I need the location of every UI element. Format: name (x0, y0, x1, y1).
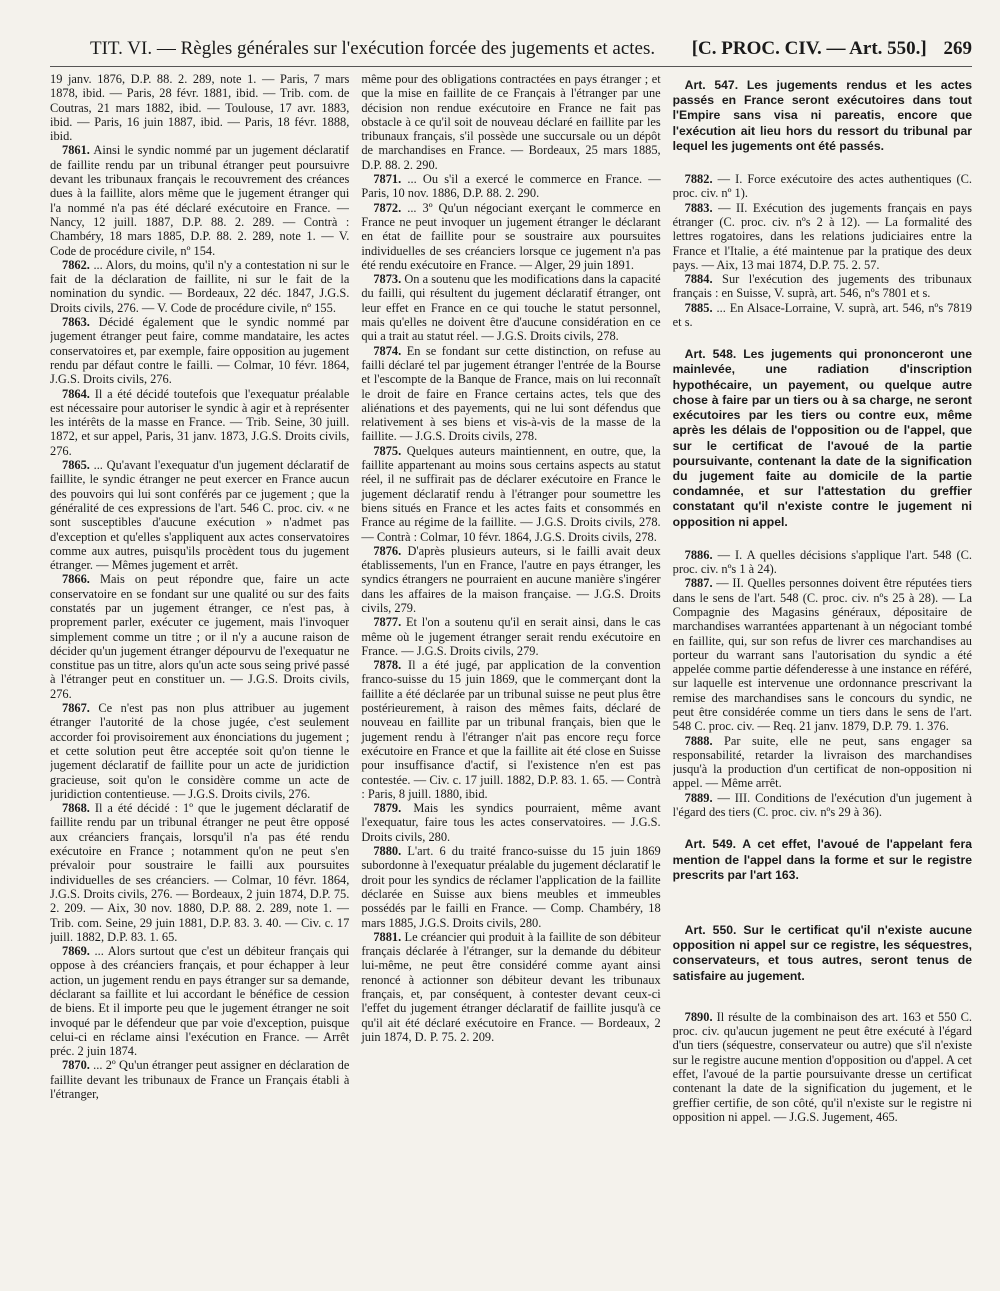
article-text (673, 347, 972, 529)
paragraph (50, 72, 349, 143)
paragraph-text: Sur l'exécution des jugements des tribunaux français : en Suisse, V. suprà, art. 546, nºs 7801 et s. (672, 272, 972, 301)
paragraph-number: 7871. (373, 172, 402, 187)
numbered-paragraph (50, 458, 349, 572)
paragraph-text: Le créancier qui produit à la faillite de son débiteur français déclarée à l'étranger, sur la demande du débiteur lui-même, ne peut être considéré comme ayant ainsi renoncé à actionner son débiteur devant les tribunaux français, et, par conséquent, à contester devant ceux-ci l'effet du jugement étranger déclaratif de faillite jusqu'à ce qu'il ait été déclaré exécutoire en France. — Bordeaux, 2 juin 1874, D. P. 75. 2. 209. (361, 929, 661, 1044)
article-text (673, 837, 972, 883)
numbered-paragraph (673, 576, 972, 733)
running-header (90, 38, 972, 64)
article-text (673, 923, 972, 984)
paragraph-text: même pour des obligations contractées en pays étranger ; et que la mise en faillite de ce Français à l'étranger par une décision non rendue exécutoire en France ne fait pas obstacle à ce qu'il soit de nouveau déclaré en faillite par les tribunaux français, s'il possède une succursale ou un dépôt de marchandises en France. — Bordeaux, 25 mars 1885, D.P. 88. 2. 290. (361, 72, 661, 172)
numbered-paragraph (673, 1010, 972, 1124)
paragraph-text: — I. Force exécutoire des actes authentiques (C. proc. civ. nº 1). (672, 172, 972, 201)
paragraph-number: 7880. (373, 844, 402, 859)
numbered-paragraph (361, 201, 660, 272)
article-text (673, 78, 972, 154)
header-reference (692, 38, 972, 60)
numbered-paragraph (673, 791, 972, 820)
paragraph-text: 19 janv. 1876, D.P. 88. 2. 289, note 1. — Paris, 7 mars 1878, ibid. — Paris, 28 févr. 1881, ibid. — Trib. com. de Coutras, 21 mars 1882, ibid. — Toulouse, 17 avr. 1883, ibid. — Paris, 16 juin 1887, ibid. — Paris, 18 févr. 1888, ibid. (50, 72, 350, 144)
paragraph-text: — II. Quelles personnes doivent être réputées tiers dans le sens de l'art. 548 (C. proc. civ. nºs 25 à 28). — La Compagnie des Magasins généraux, dépositaire de marchandises warrantées appartenant à un négociant tombé en faillite, qui, sur son refus de livrer ces marchandises au porteur du warrant sans l'autorisation du syndic a été appelée comme partie défenderesse à une instance en référé, sur laquelle est intervenue une ordonnance prescrivant la remise des marchandises sans le concours du syndic, ne peut être considérée comme un tiers dans le sens de l'art. 548 C. proc. civ. — Req. 21 janv. 1879, D.P. 79. 1. 376. (672, 576, 972, 734)
paragraph-text: Et l'on a soutenu qu'il en serait ainsi, dans le cas même où le jugement étranger serait rendu exécutoire en France. — J.G.S. Droits civils, 279. (361, 615, 661, 658)
paragraph-text: Art. 547. Les jugements rendus et les actes passés en France seront exécutoires dans tout l'Empire sans visa ni pareatis, encore que l'exécution ait lieu hors du ressort du tribunal par lequel les jugements ont été passés. (672, 78, 972, 153)
paragraph-number: 7874. (373, 343, 402, 358)
paragraph-text: ... Ou s'il a exercé le commerce en France. — Paris, 10 nov. 1886, D.P. 88. 2. 290. (361, 172, 661, 201)
paragraph-text: Ainsi le syndic nommé par un jugement déclaratif de faillite rendu par un tribunal étranger peut poursuivre devant les tribunaux français le recouvrement des créances dues à la faillite, alors même que le jugement étranger qui l'a nommé n'a pas été déclaré exécutoire en France. — Nancy, 12 juill. 1887, D.P. 88. 2. 289. — Contrà : Chambéry, 18 mars 1885, D.P. 88. 2. 289, note 1. — V. Code de procédure civile, nº 154. (50, 143, 350, 258)
text-columns (50, 72, 972, 1283)
paragraph-number: 7873. (373, 272, 402, 287)
paragraph-number: 7886. (684, 547, 713, 562)
paragraph-text: Par suite, elle ne peut, sans engager sa responsabilité, retarder la livraison des marchandises jusqu'à la production d'un certificat de non-opposition ni appel. — Même arrêt. (672, 733, 972, 791)
numbered-paragraph (673, 272, 972, 301)
numbered-paragraph (361, 615, 660, 658)
paragraph-text: ... Alors surtout que c'est un débiteur français qui oppose à des créanciers français, et pour échapper à leur action, un jugement rendu en pays étranger sur sa demande, déclarant sa faillite et lui accordant le bénéfice de cession de biens. Et il importe peu que le jugement étranger ne soit invoqué par le défendeur que par voie d'exception, puisque celui-ci en réclame ainsi l'exécution en France. — Arrêt préc. 2 juin 1874. (50, 944, 350, 1059)
column-2 (361, 72, 660, 1283)
paragraph-text: On a soutenu que les modifications dans la capacité du failli, qui résultent du jugement déclaratif étranger, ont leur effet en France en ce qui touche le statut personnel, mais qu'elles ne doivent être d'aucune considération en ce qui a trait au statut réel. — J.G.S. Droits civils, 278. (361, 272, 661, 344)
numbered-paragraph (361, 658, 660, 801)
numbered-paragraph (50, 701, 349, 801)
paragraph-text: Il résulte de la combinaison des art. 163 et 550 C. proc. civ. qu'aucun jugement ne peut être exécuté à l'égard d'un tiers (séquestre, conservateur ou autre) que s'il n'existe sur le registre aucune mention d'opposition ou d'appel. A cet effet, l'avoué de la partie poursuivante dresse un certificat contenant la date de la signification du jugement, et le greffier certifie, de son côté, qu'il n'existe sur le registre ni opposition ni appel. — J.G.S. Jugement, 465. (672, 1009, 972, 1124)
paragraph-text: ... Qu'avant l'exequatur d'un jugement déclaratif de faillite, le syndic étranger ne peut exercer en France aucun des pouvoirs qui lui sont conférés par ce jugement ; que la généralité de ces expressions de l'art. 546 C. proc. civ. « ne sont susceptibles d'aucune exécution » n'admet pas d'exception et qu'elles s'appliquent aux actes conservatoires comme aux autres, puisqu'ils procèdent tous du jugement étranger. — Mêmes jugement et arrêt. (50, 458, 350, 573)
paragraph-text: Ce n'est pas non plus attribuer au jugement étranger l'autorité de la chose jugée, c'est seulement accorder foi provisoirement aux énonciations du jugement ; et cette solution peut être acceptée soit qu'on tienne le jugement déclaratif de faillite pour un acte de juridiction gracieuse, soit qu'on le considère comme un acte de juridiction contentieuse. — J.G.S. Droits civils, 276. (50, 701, 350, 801)
column-3 (673, 72, 972, 1283)
paragraph-text: Mais on peut répondre que, faire un acte conservatoire en se fondant sur une qualité ou sur des faits constatés par un jugement étranger, ce n'est pas, à proprement parler, exécuter ce jugement, mais l'invoquer simplement comme un titre ; or il n'y a aucune raison de décider qu'un jugement étranger dépourvu de l'exequatur ne constitue pas un titre, alors qu'un acte sous seing privé passé à l'étranger peut en constituer un. — J.G.S. Droits civils, 276. (50, 572, 350, 701)
paragraph-number: 7885. (684, 300, 713, 315)
header-rule (50, 66, 972, 67)
paragraph-number: 7890. (684, 1009, 713, 1024)
paragraph-number: 7861. (62, 143, 90, 158)
paragraph-number: 7865. (62, 458, 90, 473)
numbered-paragraph (50, 572, 349, 701)
paragraph-text: Il a été jugé, par application de la convention franco-suisse du 15 juin 1869, que le commerçant dont la faillite a été déclarée par un tribunal suisse ne peut plus être postérieurement, à raison des mêmes faits, déclaré de nouveau en faillite par un tribunal français, bien que le jugement rendu à l'étranger n'ait pas encore reçu force exécutoire en France et que la faillite ait été close en Suisse pour insuffisance d'actif, si l'existence n'en est pas contestée. — Civ. c. 17 juill. 1882, D.P. 83. 1. 65. — Contrà : Paris, 8 juill. 1880, ibid. (361, 658, 661, 801)
paragraph-number: 7869. (62, 944, 90, 959)
paragraph-number: 7878. (373, 658, 402, 673)
numbered-paragraph (50, 387, 349, 458)
numbered-paragraph (673, 548, 972, 577)
paragraph-text: ... 2º Qu'un étranger peut assigner en déclaration de faillite devant les tribunaux de France un Français établi à l'étranger, (50, 1058, 350, 1102)
numbered-paragraph (361, 344, 660, 444)
paragraph-number: 7883. (684, 200, 713, 215)
paragraph-text: Il a été décidé : 1º que le jugement déclaratif de faillite rendu par un tribunal étranger ne peut être opposé aux créanciers français, lorsqu'il n'a pas été rendu exécutoire en France ; notamment qu'on ne peut s'en prévaloir pour soustraire le failli aux poursuites individuelles de ses créanciers. — Colmar, 10 févr. 1864, J.G.S. Droits civils, 276. — Bordeaux, 2 juin 1874, D.P. 75. 2. 209. — Aix, 30 nov. 1880, D.P. 88. 2. 289, note 1. — Trib. com. Seine, 29 juin 1881, D.P. 83. 3. 40. — Civ. c. 17 juill. 1882, D.P. 83. 1. 65. (50, 801, 350, 944)
numbered-paragraph (361, 172, 660, 201)
paragraph-number: 7870. (62, 1058, 90, 1073)
numbered-paragraph (50, 258, 349, 315)
numbered-paragraph (673, 201, 972, 272)
paragraph-number: 7884. (684, 272, 713, 287)
header-article-ref: [C. PROC. CIV. — Art. 550.] (691, 38, 927, 59)
paragraph-text: ... Alors, du moins, qu'il n'y a contestation ni sur le fait de la déclaration de faillite, ni sur le fait de la nomination du syndic. — Bordeaux, 22 déc. 1847, J.G.S. Droits civils, 276. — V. Code de procédure civile, nº 155. (50, 257, 350, 315)
numbered-paragraph (673, 172, 972, 201)
numbered-paragraph (50, 1058, 349, 1101)
paragraph-number: 7866. (62, 572, 90, 587)
paragraph-number: 7876. (373, 543, 402, 558)
paragraph-number: 7864. (62, 386, 90, 401)
paragraph-text: Quelques auteurs maintiennent, en outre, que, la faillite appartenant au moins sous certains aspects au statut réel, il ne suffirait pas de déclarer exécutoire en France le jugement déclaratif rendu à l'étranger pour soumettre les biens situés en France et les actes faits et consommés en France au régime de la faillite. — J.G.S. Droits civils, 278. — Contrà : Colmar, 10 févr. 1864, J.G.S. Droits civils, 278. (361, 443, 661, 544)
paragraph-text: Art. 548. Les jugements qui prononceront une mainlevée, une radiation d'inscription hypothécaire, un payement, ou quelque autre chose à faire par un tiers ou à sa charge, ne seront exécutoires par les tiers ou contre eux, même après les délais de l'opposition ou de l'appel, que sur le certificat de l'avoué de la partie poursuivante, contenant la date de la signification du jugement faite au domicile de la partie condamnée, et sur l'attestation du greffier constatant qu'il n'existe contre le jugement ni opposition ni appel. (672, 347, 972, 529)
numbered-paragraph (361, 801, 660, 844)
paragraph-number: 7882. (684, 172, 713, 187)
paragraph-number: 7887. (684, 576, 713, 591)
numbered-paragraph (673, 734, 972, 791)
paragraph-number: 7868. (62, 801, 90, 816)
paragraph-number: 7872. (373, 200, 402, 215)
paragraph-number: 7867. (62, 701, 90, 716)
numbered-paragraph (50, 801, 349, 944)
numbered-paragraph (50, 315, 349, 386)
numbered-paragraph (361, 444, 660, 544)
paragraph-text: En se fondant sur cette distinction, on refuse au failli déclaré tel par jugement étranger l'entrée de la Bourse et l'escompte de la Banque de France, mais on lui reconnaît le droit de faire en France certains actes, tels que des aliénations et des payements, qui ne lui sont défendus que relativement à ses biens et vis-à-vis de la masse de la faillite. — J.G.S. Droits civils, 278. (361, 343, 661, 444)
paragraph-text: Art. 550. Sur le certificat qu'il n'existe aucune opposition ni appel sur ce registre, les séquestres, conservateurs, et tous autres, seront tenus de satisfaire au jugement. (672, 922, 972, 983)
numbered-paragraph (673, 301, 972, 330)
paragraph-text: ... 3º Qu'un négociant exerçant le commerce en France ne peut invoquer un jugement étranger le déclarant en état de faillite pour se soustraire aux poursuites individuelles de ses créanciers lorsque ce jugement n'a pas été rendu exécutoire en France. — Alger, 29 juin 1891. (361, 200, 661, 272)
numbered-paragraph (361, 544, 660, 615)
paragraph-text: Mais les syndics pourraient, même avant l'exequatur, faire tous les actes conservatoires. — J.G.S. Droits civils, 280. (361, 801, 661, 844)
paragraph-text: Décidé également que le syndic nommé par jugement étranger peut faire, comme mandataire, les actes conservatoires et, par exemple, faire opposition au jugement rendu par défaut contre le failli. — Colmar, 10 févr. 1864, J.G.S. Droits civils, 276. (50, 315, 350, 387)
paragraph-text: D'après plusieurs auteurs, si le failli avait deux établissements, l'un en France, l'autre en pays étranger, les syndics étrangers ne pourraient en aucune manière s'ingérer dans les affaires de la maison française. — J.G.S. Droits civils, 279. (361, 543, 661, 615)
paragraph-number: 7889. (684, 790, 713, 805)
paragraph (361, 72, 660, 172)
paragraph-number: 7863. (62, 315, 90, 330)
paragraph-number: 7875. (373, 443, 402, 458)
paragraph-text: ... En Alsace-Lorraine, V. suprà, art. 546, nºs 7819 et s. (672, 300, 972, 329)
numbered-paragraph (50, 944, 349, 1058)
numbered-paragraph (361, 930, 660, 1044)
numbered-paragraph (361, 844, 660, 930)
paragraph-text: Il a été décidé toutefois que l'exequatur préalable est nécessaire pour autoriser le syndic à agir et à représenter les intérêts de la masse en France. — Trib. Seine, 30 juill. 1872, et sur appel, Paris, 31 janv. 1873, J.G.S. Droits civils, 276. (50, 386, 350, 458)
paragraph-text: — III. Conditions de l'exécution d'un jugement à l'égard des tiers (C. proc. civ. nºs 29 à 36). (672, 790, 972, 820)
paragraph-number: 7877. (373, 615, 402, 630)
paragraph-number: 7879. (373, 801, 402, 816)
paragraph-number: 7888. (684, 733, 713, 748)
page-number: 269 (943, 38, 972, 59)
paragraph-text: Art. 549. A cet effet, l'avoué de l'appelant fera mention de l'appel dans la forme et sur le registre prescrits par l'art 163. (672, 837, 972, 882)
numbered-paragraph (361, 272, 660, 343)
header-title: TIT. VI. — Règles générales sur l'exécution forcée des jugements et actes. (90, 38, 656, 59)
paragraph-text: — II. Exécution des jugements français en pays étranger (C. proc. civ. nºs 2 à 12). — La formalité des lettres rogatoires, dans les relations judiciaires entre la France et l'Italie, a été maintenue par la pratique des deux pays. — Aix, 13 mai 1874, D.P. 75. 2. 57. (672, 200, 972, 272)
paragraph-text: — I. A quelles décisions s'applique l'art. 548 (C. proc. civ. nºs 1 à 24). (672, 547, 972, 577)
column-1 (50, 72, 349, 1283)
paragraph-number: 7862. (62, 257, 90, 272)
numbered-paragraph (50, 143, 349, 257)
paragraph-number: 7881. (373, 929, 402, 944)
paragraph-text: L'art. 6 du traité franco-suisse du 15 juin 1869 subordonne à l'exequatur préalable du jugement déclaratif le droit pour les syndics de réclamer l'application de la faillite déclarée en Suisse aux biens meubles et immeubles possédés par le failli en France. — Comp. Chambéry, 18 mars 1885, J.G.S. Droits civils, 280. (361, 844, 661, 930)
